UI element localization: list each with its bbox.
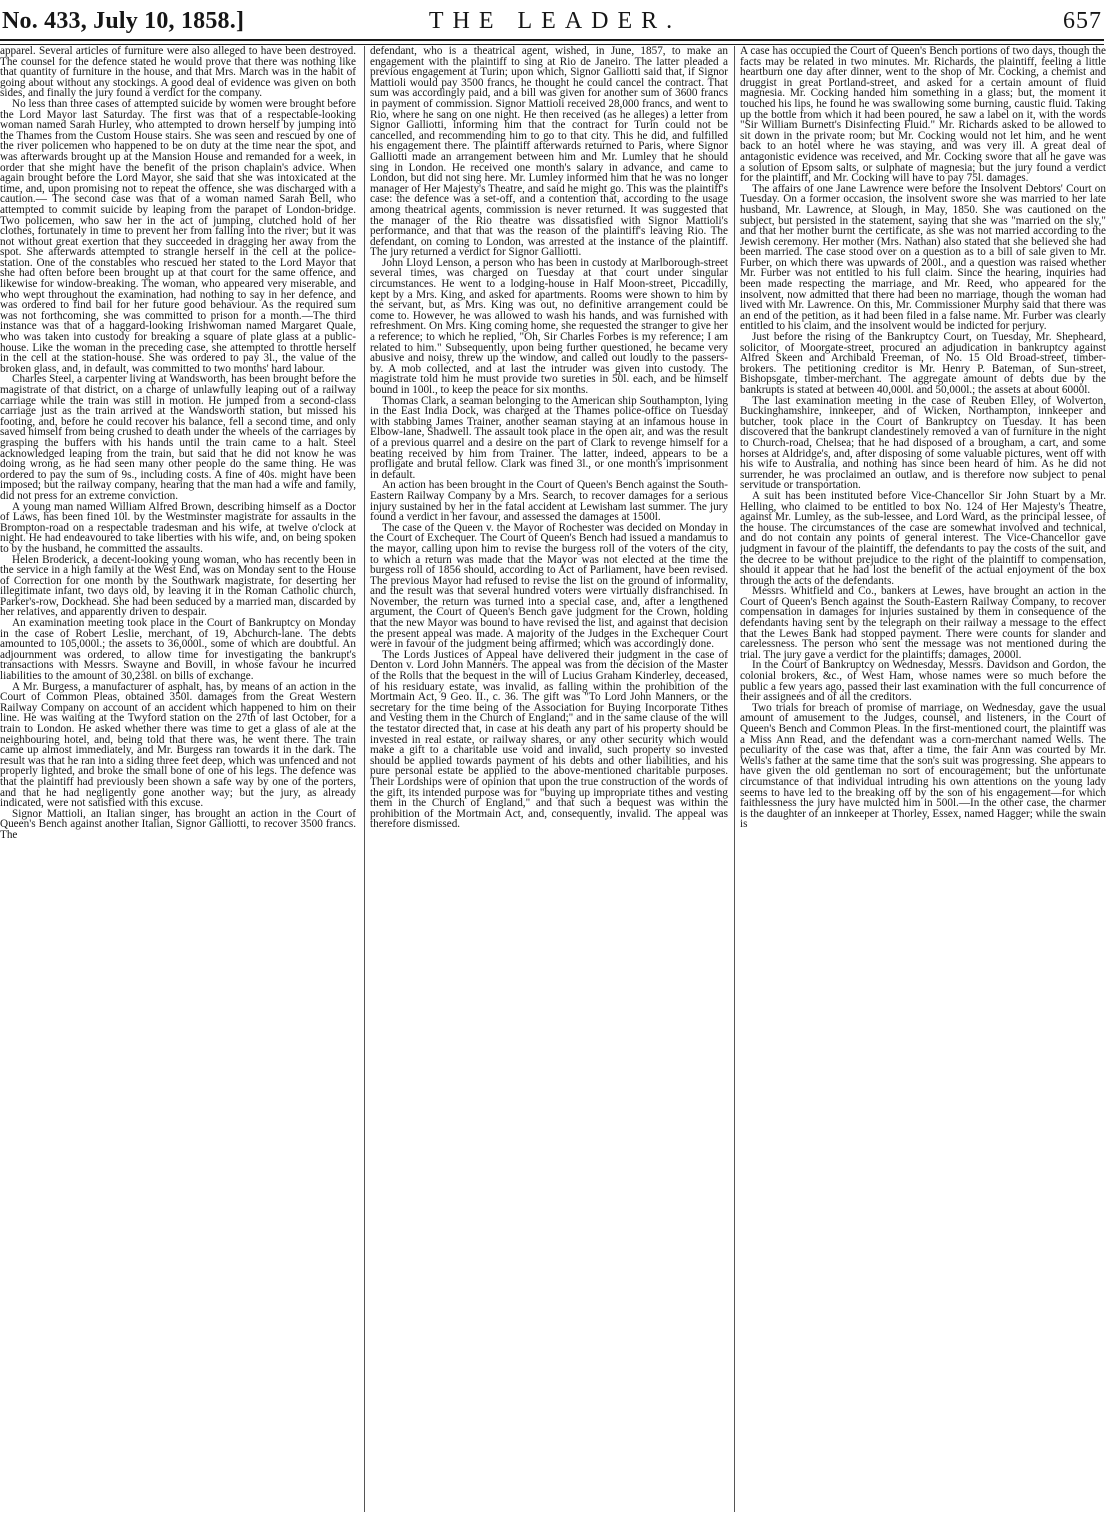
masthead [0, 0, 1110, 38]
column-left [0, 46, 356, 1512]
article-columns [0, 46, 1110, 1512]
article-paragraph: Thomas Clark, a seaman belonging to the American ship Southampton, lying in the East India Dock, was charged at the Thames police-office on Tuesday with stabbing James Trainer, another seaman staying at an infamous house in Elbow-lane, Shadwell. The assault took place in the open air, and was the result of a previous quarrel and a desire on the part of Clark to revenge himself for a beating received by him from Trainer. The latter, indeed, appears to be a profligate and brutal fellow. Clark was fined 3l., or one month's imprisonment in default. [370, 394, 728, 481]
masthead-rule [0, 39, 1104, 41]
article-paragraph: Signor Mattioli, an Italian singer, has brought an action in the Court of Queen's Bench against another Italian, Signor Galliotti, to recover 3500 francs. The [0, 807, 356, 841]
article-paragraph: A young man named William Alfred Brown, describing himself as a Doctor of Laws, has been fined 10l. by the Westminster magistrate for assaults in the Brompton-road on a respectable tradesman and his wife, at twelve o'clock at night. He had endeavoured to take liberties with his wife, and, on being spoken to by the husband, he committed the assaults. [0, 500, 356, 555]
article-paragraph: The last examination meeting in the case of Reuben Elley, of Wolverton, Buckinghamshire, innkeeper, and of Wicken, Northampton, innkeeper and butcher, took place in the Court of Bankruptcy on Tuesday. It has been discovered that the bankrupt clandestinely removed a van of furniture in the night to Church-road, Chelsea; that he had disposed of a brougham, a cart, and some horses at Aldridge's, and, after disposing of some valuable pictures, went off with his wife to Australia, and nothing has since been heard of him. As he did not surrender, he was proclaimed an outlaw, and is therefore now subject to penal servitude or transportation. [740, 394, 1106, 492]
article-paragraph: A Mr. Burgess, a manufacturer of asphalt, has, by means of an action in the Court of Common Pleas, obtained 350l. damages from the Great Western Railway Company on account of an accident which happened to him on their line. He was waiting at the Twyford station on the 27th of last October, for a train to London. He asked whether there was time to get a glass of ale at the neighbouring hotel, and, being told that there was, he went there. The train came up almost immediately, and Mr. Burgess ran towards it in the dark. The result was that he ran into a siding three feet deep, which was unfenced and not properly lighted, and broke the small bone of one of his legs. The defence was that the plaintiff had previously been shown a safe way by one of the porters, and that he had negligently gone another way; but the jury, as already indicated, were not satisfied with this excuse. [0, 680, 356, 810]
page-number: 657 [1063, 8, 1102, 34]
article-paragraph: Helen Broderick, a decent-looking young woman, who has recently been in the service in a high family at the West End, was on Monday sent to the House of Correction for one month by the Southwark magistrate, for deserting her illegitimate infant, two days old, by leaving it in the Roman Catholic church, Parker's-row, Dockhead. She had been seduced by a married man, discarded by her relatives, and apparently driven to despair. [0, 553, 356, 619]
article-paragraph: Messrs. Whitfield and Co., bankers at Lewes, have brought an action in the Court of Queen's Bench against the South-Eastern Railway Company, to recover compensation in damages for injuries sustained by them in consequence of the defendants having sent by the telegraph on their railway a message to the effect that the Lewes Bank had stopped payment. There were counts for slander and carelessness. The person who sent the message was not mentioned during the trial. The jury gave a verdict for the plaintiffs; damages, 2000l. [740, 585, 1106, 661]
article-paragraph: apparel. Several articles of furniture were also alleged to have been destroyed. The counsel for the defence stated he would prove that there was nothing like that quantity of furniture in the house, and that Mrs. March was in the habit of going about without any stockings. A good deal of evidence was given on both sides, and finally the jury found a verdict for the company. [0, 46, 356, 100]
issue-line: No. 433, July 10, 1858.] [2, 8, 245, 34]
newspaper-title: THE LEADER. [428, 8, 682, 34]
article-paragraph: A suit has been instituted before Vice-Chancellor Sir John Stuart by a Mr. Helling, who claimed to be entitled to box No. 124 of Her Majesty's Theatre, against Mr. Lumley, as the sub-lessee, and Lord Ward, as the principal lessee, of the house. The circumstances of the case are somewhat involved and technical, and do not contain any points of general interest. The Vice-Chancellor gave judgment in favour of the plaintiff, the defendants to pay the costs of the suit, and the decree to be without prejudice to the right of the plaintiff to compensation, should it appear that he had lost the benefit of the actual enjoyment of the box through the acts of the defendants. [740, 489, 1106, 587]
article-paragraph: defendant, who is a theatrical agent, wished, in June, 1857, to make an engagement with the plaintiff to sing at Rio de Janeiro. The latter pleaded a previous engagement at Turin; upon which, Signor Galliotti said that, if Signor Mattioli would pay 3500 francs, he thought he could cancel the contract. That sum was accordingly paid, and a bill was given for another sum of 3600 francs in payment of commission. Signor Mattioli received 28,000 francs, and went to Rio, where he sang on one night. He then received (as he alleges) a letter from Signor Galliotti, informing him that the contract for Turin could not be cancelled, and recommending him to go to that city. This he did, and fulfilled his engagement there. The plaintiff afterwards returned to Paris, where Signor Galliotti made an arrangement between him and Mr. Lumley that he should sing in London. He received one month's salary in advance, and came to London, but did not sing here. Mr. Lumley informed him that he was no longer manager of Her Majesty's Theatre, and said he might go. This was the plaintiff's case: the defence was a set-off, and a contention that, according to the usage among theatrical agents, commission is never returned. It was suggested that the manager of the Rio theatre was dissatisfied with Signor Mattioli's performance, and that that was the reason of the plaintiff's leaving Rio. The defendant, on coming to London, was arrested at the instance of the plaintiff. The jury returned a verdict for Signor Galliotti. [370, 46, 728, 259]
article-paragraph: An examination meeting took place in the Court of Bankruptcy on Monday in the case of Robert Leslie, merchant, of 19, Abchurch-lane. The debts amounted to 105,000l.; the assets to 36,000l., some of which are doubtful. An adjournment was ordered, to allow time for investigating the bankrupt's transactions with Messrs. Swayne and Bovill, in whose favour he incurred liabilities to the amount of 30,238l. on bills of exchange. [0, 617, 356, 683]
article-paragraph: The case of the Queen v. the Mayor of Rochester was decided on Monday in the Court of Exchequer. The Court of Queen's Bench had issued a mandamus to the mayor, calling upon him to revise the burgess roll of the voters of the city, to which a return was made that the Mayor was not elected at the time the burgess roll of 1856 should, according to Act of Parliament, have been revised. The previous Mayor had refused to revise the list on the ground of informality, and the result was that several hundred voters were virtually disfranchised. In November, the return was turned into a special case, and, after a lengthened argument, the Court of Queen's Bench gave judgment for the Crown, holding that the new Mayor was bound to have revised the list, and against that decision the present appeal was made. A majority of the Judges in the Exchequer Court were in favour of the judgment being affirmed; which was accordingly done. [370, 521, 728, 651]
article-paragraph: In the Court of Bankruptcy on Wednesday, Messrs. Davidson and Gordon, the colonial brokers, &c., of West Ham, whose names were so much before the public a few years ago, passed their last examination with the full concurrence of their assignees and of all the creditors. [740, 659, 1106, 704]
article-paragraph: An action has been brought in the Court of Queen's Bench against the South-Eastern Railway Company by a Mrs. Search, to recover damages for a serious injury sustained by her in the fatal accident at Lewisham last summer. The jury found a verdict in her favour, and assessed the damages at 1500l. [370, 479, 728, 524]
article-paragraph: Charles Steel, a carpenter living at Wandsworth, has been brought before the magistrate of that district, on a charge of unlawfully leaping out of a railway carriage while the train was still in motion. He jumped from a second-class carriage just as the train arrived at the Wandsworth station, but missed his footing, and, before he could recover his balance, fell a second time, and only saved himself from being crushed to death under the wheels of the carriages by grasping the buffers with his hands until the train came to a halt. Steel acknowledged leaping from the train, but said that he did not know he was doing wrong, as he had seen many other people do the same thing. He was ordered to pay the sum of 9s., including costs. A fine of 40s. might have been imposed; but the railway company, hearing that the man had a wife and family, did not press for an extreme conviction. [0, 373, 356, 502]
column-right [740, 46, 1106, 1512]
article-paragraph: Just before the rising of the Bankruptcy Court, on Tuesday, Mr. Shepheard, solicitor, of Moorgate-street, procured an adjudication in bankruptcy against Alfred Skeen and Archibald Freeman, of No. 15 Old Broad-street, timber-brokers. The petitioning creditor is Mr. Henry P. Bateman, of Sun-street, Bishopsgate, timber-merchant. The aggregate amount of debts due by the bankrupts is stated at between 40,000l. and 50,000l.; the assets at about 6000l. [740, 331, 1106, 396]
article-paragraph: No less than three cases of attempted suicide by women were brought before the Lord Mayor last Saturday. The first was that of a respectable-looking woman named Sarah Hurley, who attempted to drown herself by jumping into the Thames from the Custom House stairs. She was seen and rescued by one of the river policemen who happened to be on duty at the time near the spot, and was afterwards brought up at the Mansion House and remanded for a week, in order that she might have the benefit of the prison chaplain's advice. When again brought before the Lord Mayor, she said that she was intoxicated at the time, and, upon promising not to repeat the offence, she was discharged with a caution.— The second case was that of a woman named Sarah Bell, who attempted to commit suicide by leaping from the parapet of London-bridge. Two policemen, who saw her in the act of jumping, clutched hold of her clothes, fortunately in time to prevent her from falling into the river; but it was not without great exertion that they succeeded in dragging her away from the spot. She afterwards attempted to strangle herself in the cell at the police-station. One of the constables who rescued her stated to the Lord Mayor that she had often before been brought up at that court for the same offence, and likewise for window-breaking. The woman, who appeared very miserable, and who wept throughout the examination, had nothing to say in her defence, and was ordered to find bail for her future good behaviour. As the required sum was not forthcoming, she was committed to prison for a month.—The third instance was that of a haggard-looking Irishwoman named Margaret Quale, who was taken into custody for breaking a square of plate glass at a public-house. Like the woman in the preceding case, she attempted to throttle herself in the cell at the station-house. She was ordered to pay 3l., the value of the broken glass, and, in default, was committed to two months' hard labour. [0, 97, 356, 375]
article-paragraph: A case has occupied the Court of Queen's Bench portions of two days, though the facts may be related in two minutes. Mr. Richards, the plaintiff, feeling a little heartburn one day after dinner, went to the shop of Mr. Cocking, a chemist and druggist in great Portland-street, and asked for a certain amount of fluid magnesia. Mr. Cocking handed him something in a glass; but, the moment it touched his lips, he found he was swallowing some burning, caustic fluid. Taking up the bottle from which it had been poured, he saw a label on it, with the words "Sir William Burnett's Disinfecting Fluid." Mr. Richards asked to be allowed to sit down in the private room; but Mr. Cocking would not let him, and he went back to an hotel where he was staying, and was very ill. A great deal of antagonistic evidence was received, and Mr. Cocking swore that all he gave was a solution of Epsom salts, or sulphate of magnesia; but the jury found a verdict for the plaintiff, and Mr. Cocking will have to pay 75l. damages. [740, 46, 1106, 185]
masthead-rule-thin [0, 44, 1104, 45]
column-middle [370, 46, 728, 1512]
article-paragraph: The affairs of one Jane Lawrence were before the Insolvent Debtors' Court on Tuesday. On a former occasion, the insolvent swore she was married to her late husband, Mr. Lawrence, at Slough, in May, 1850. She was cautioned on the subject, but persisted in the statement, saying that she was "married on the sly," and that her mother burnt the certificate, as she was not married according to the Jewish ceremony. Her mother (Mrs. Nathan) also stated that she believed she had been married. The case stood over on a question as to a bill of sale given to Mr. Furber, on which there was upwards of 200l., and a question was raised whether Mr. Furber was not entitled to his full claim. Since the hearing, inquiries had been made respecting the marriage, and Mr. Reed, who appeared for the insolvent, now admitted that there had been no marriage, though the woman had lived with Mr. Lawrence. On this, Mr. Commissioner Murphy said that there was an end of the petition, as it had been filed in a false name. Mr. Furber was clearly entitled to his claim, and the insolvent would be indicted for perjury. [740, 182, 1106, 333]
article-paragraph: The Lords Justices of Appeal have delivered their judgment in the case of Denton v. Lord John Manners. The appeal was from the decision of the Master of the Rolls that the bequest in the will of Lucius Graham Kinderley, deceased, of his residuary estate, was invalid, as falling within the prohibition of the Mortmain Act, 9 Geo. II., c. 36. The gift was "To Lord John Manners, or the secretary for the time being of the Association for Buying Incorporate Tithes and Vesting them in the Church of England;" and in the same clause of the will the testator directed that, in case at his death any part of his property should be invested in real estate, or railway shares, or any other security which would make a gift to a charitable use void and invalid, such property so invested should be applied towards payment of his debts and other liabilities, and his pure personal estate be applied to the above-mentioned charitable purposes. Their Lordships were of opinion that upon the true construction of the words of the gift, its intended purpose was for "buying up impropriate tithes and vesting them in the Church of England," and that such a bequest was within the prohibition of the Mortmain Act, and, consequently, invalid. The appeal was therefore dismissed. [370, 648, 728, 831]
article-paragraph: John Lloyd Lenson, a person who has been in custody at Marlborough-street several times, was charged on Tuesday at that court under singular circumstances. He went to a lodging-house in Half Moon-street, Piccadilly, kept by a Mrs. King, and asked for apartments. Rooms were shown to him by the servant, but, as Mrs. King was out, no definitive arrangement could be come to. However, he was allowed to wash his hands, and was furnished with refreshment. On Mrs. King coming home, she requested the stranger to give her a reference; to which he replied, "Oh, Sir Charles Forbes is my reference; I am related to him." Subsequently, upon being further questioned, he became very abusive and noisy, threw up the window, and called out loudly to the passers-by. A mob collected, and at last the intruder was given into custody. The magistrate told him he must provide two sureties in 50l. each, and be himself bound in 100l., to keep the peace for six months. [370, 256, 728, 396]
column-divider [364, 46, 365, 1512]
article-paragraph: Two trials for breach of promise of marriage, on Wednesday, gave the usual amount of amusement to the Judges, counsel, and listeners, in the Court of Queen's Bench and Common Pleas. In the first-mentioned court, the plaintiff was a Miss Ann Read, and the defendant was a corn-merchant named Wells. The peculiarity of the case was that, after a time, the fair Ann was courted by Mr. Wells's father at the same time that the son's suit was progressing. She appears to have given the old gentleman no sort of encouragement; but the unfortunate circumstance of that individual intruding his own attentions on the young lady seems to have led to the breaking off by the son of his engagement—for which faithlessness the jury have mulcted him in 500l.—In the other case, the charmer is the daughter of an innkeeper at Thorley, Essex, named Hagger; while the swain is [740, 701, 1106, 831]
column-divider [734, 46, 735, 1512]
